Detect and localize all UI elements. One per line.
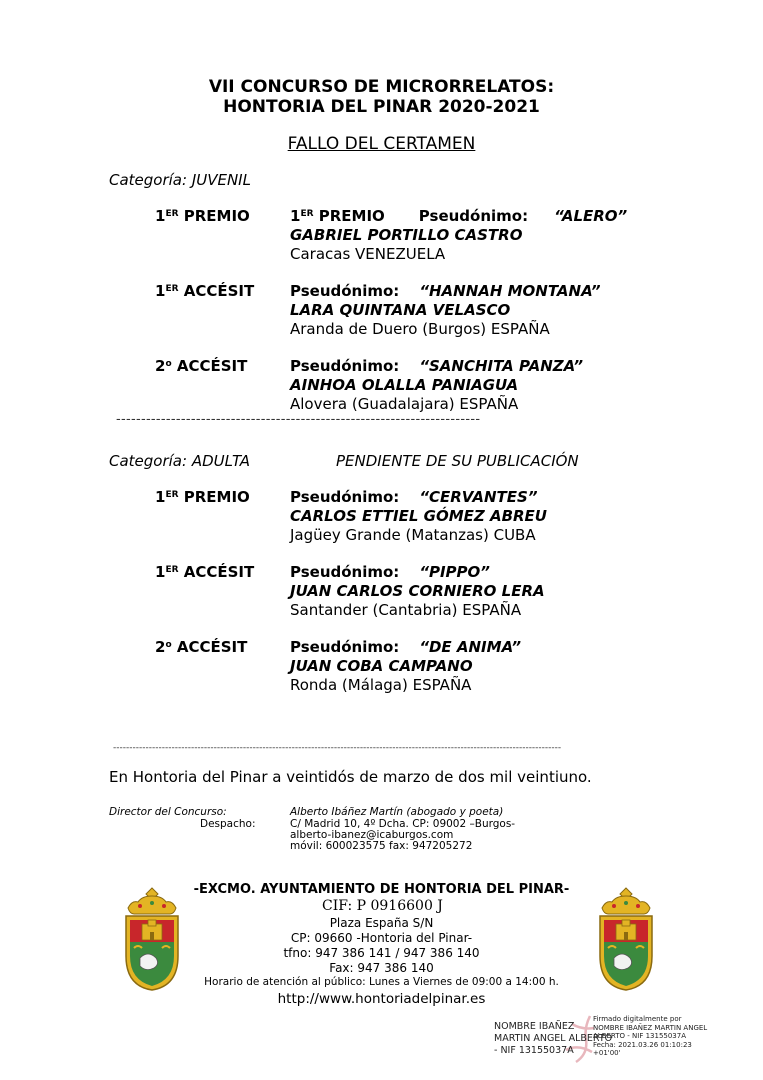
phone: tfno: 947 386 141 / 947 386 140 [283, 946, 480, 960]
title-line-2: HONTORIA DEL PINAR 2020-2021 [223, 97, 540, 117]
signature-name: NOMBRE IBAÑEZ MARTIN ANGEL ALBERTO - NIF 13155037A [494, 1021, 613, 1056]
winner-name: JUAN CARLOS CORNIERO LERA [290, 582, 545, 600]
winner-place: Alovera (Guadalajara) ESPAÑA [290, 395, 519, 413]
coat-of-arms-right-icon [594, 886, 658, 994]
pseudonym-line: Pseudónimo: “PIPPO” [290, 563, 490, 581]
winner-name: GABRIEL PORTILLO CASTRO [290, 226, 523, 244]
category-adulta: Categoría: ADULTA [109, 452, 250, 470]
director-name: Alberto Ibáñez Martín (abogado y poeta) [290, 806, 504, 818]
winner-place: Aranda de Duero (Burgos) ESPAÑA [290, 320, 550, 338]
award-label: 2$^o$ ACCÉSIT [155, 638, 248, 656]
winner-name: AINHOA OLALLA PANIAGUA [290, 376, 519, 394]
winner-place: Jagüey Grande (Matanzas) CUBA [290, 526, 536, 544]
office-label: Despacho: [200, 818, 256, 830]
director-email: alberto-ibanez@icaburgos.com [290, 829, 454, 841]
closing-statement: En Hontoria del Pinar a veintidós de marzo de dos mil veintiuno. [109, 768, 592, 786]
website-link[interactable]: http://www.hontoriadelpinar.es [277, 991, 486, 1007]
winner-name: LARA QUINTANA VELASCO [290, 301, 511, 319]
separator-thin: ------------------------------------------------------------------------------------------------------------------------------------------ [113, 743, 562, 753]
office-address: C/ Madrid 10, 4º Dcha. CP: 09002 –Burgos- [290, 818, 516, 830]
pseudonym-line: Pseudónimo: “DE ANIMA” [290, 638, 521, 656]
winner-place: Santander (Cantabria) ESPAÑA [290, 601, 522, 619]
title-line-1: VII CONCURSO DE MICRORRELATOS: [208, 77, 555, 97]
pseudonym-line: Pseudónimo: “SANCHITA PANZA” [290, 357, 584, 375]
pseudonym-line: Pseudónimo: “HANNAH MONTANA” [290, 282, 601, 300]
director-label: Director del Concurso: [109, 806, 227, 818]
winner-name: JUAN COBA CAMPANO [290, 657, 473, 675]
postal-code: CP: 09660 -Hontoria del Pinar- [290, 931, 473, 945]
cif: CIF: P 0916600 J [322, 898, 443, 914]
award-label: 1ER ACCÉSIT [155, 282, 255, 300]
award-label: 1ER PREMIO [155, 488, 250, 506]
street: Plaza España S/N [329, 916, 434, 930]
winner-place: Caracas VENEZUELA [290, 245, 446, 263]
award-label: 1ER ACCÉSIT [155, 563, 255, 581]
winner-name: CARLOS ETTIEL GÓMEZ ABREU [290, 507, 547, 525]
ayuntamiento-title: -EXCMO. AYUNTAMIENTO DE HONTORIA DEL PINAR- [193, 882, 570, 897]
fax: Fax: 947 386 140 [329, 961, 434, 975]
coat-of-arms-left-icon [120, 886, 184, 994]
subtitle: FALLO DEL CERTAMEN [287, 134, 476, 154]
office-hours: Horario de atención al público: Lunes a Viernes de 09:00 a 14:00 h. [204, 976, 559, 988]
category-juvenil: Categoría: JUVENIL [109, 171, 251, 189]
award-label: 1ER PREMIO [155, 207, 250, 225]
signature-details: Firmado digitalmente por NOMBRE IBAÑEZ MARTIN ANGEL ALBERTO - NIF 13155037A Fecha: 2021.03.26 01:10:23 +01'00' [593, 1015, 708, 1057]
winner-place: Ronda (Málaga) ESPAÑA [290, 676, 472, 694]
pseudonym-line: Pseudónimo: “CERVANTES” [290, 488, 538, 506]
pending-note: PENDIENTE DE SU PUBLICACIÓN [336, 452, 579, 470]
award-label: 2$^o$ ACCÉSIT [155, 357, 248, 375]
separator: ------------------------------------------------------------------------- [116, 412, 481, 427]
pseudonym-line: 1ER PREMIO Pseudónimo: “ALERO” [290, 207, 628, 225]
director-contact: móvil: 600023575 fax: 947205272 [290, 840, 473, 852]
